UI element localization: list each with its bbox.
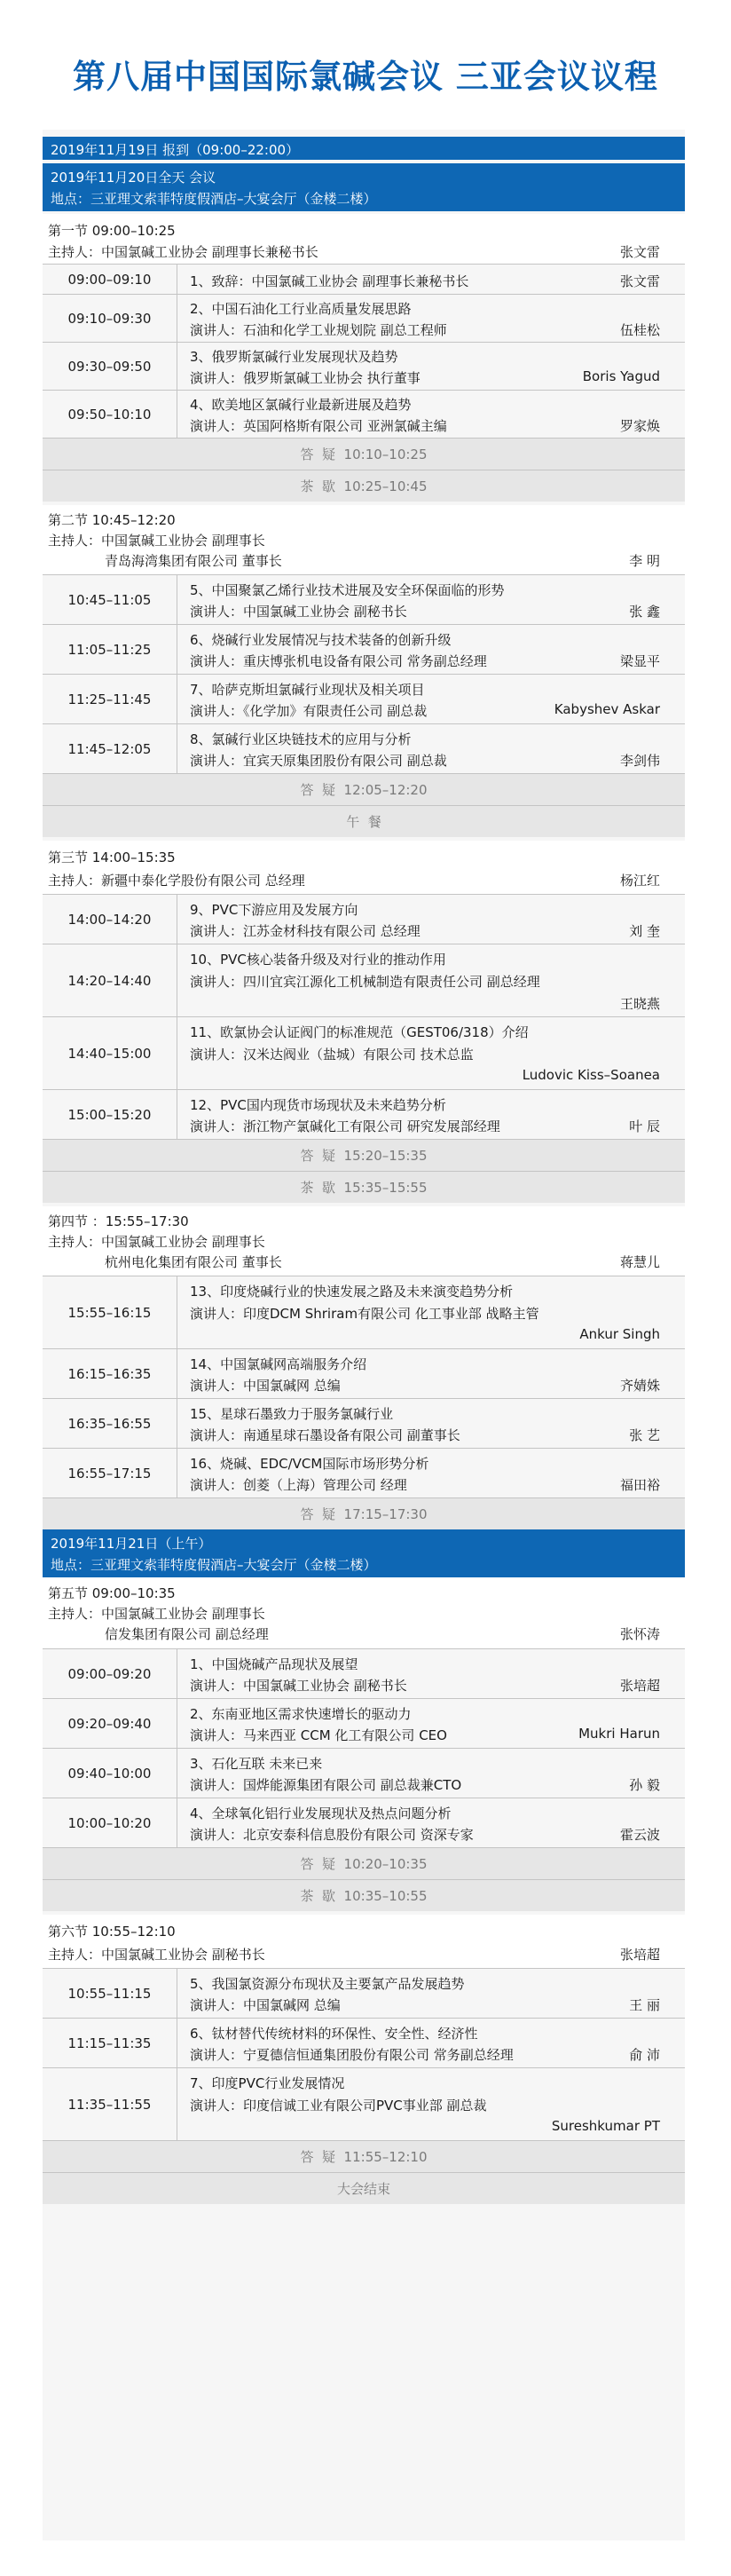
speaker-name: 伍桂松 [619, 322, 660, 338]
time-cell: 10:45–11:05 [43, 575, 177, 624]
time-cell: 15:55–16:15 [43, 1276, 177, 1348]
host-label-2: 杭州电化集团有限公司 董事长 [105, 1254, 282, 1270]
agenda-row [43, 674, 685, 723]
day2-header [43, 163, 685, 211]
qa-row: 答 疑 10:10–10:25 [43, 438, 685, 470]
section-header [43, 1206, 685, 1276]
talk-title: 8、氯碱行业区块链技术的应用与分析 [190, 731, 412, 747]
host-label: 主持人：中国氯碱工业协会 副秘书长 [48, 1947, 265, 1963]
agenda-row [43, 390, 685, 438]
section-header [43, 841, 685, 894]
time-cell: 09:00–09:20 [43, 1649, 177, 1698]
agenda-row [43, 342, 685, 390]
day2-date: 2019年11月20日全天 会议 [51, 170, 216, 186]
host-name: 张培超 [619, 1947, 660, 1963]
time-cell: 11:45–12:05 [43, 724, 177, 773]
agenda-row [43, 1089, 685, 1139]
talk-title: 4、全球氧化铝行业发展现状及热点问题分析 [190, 1806, 452, 1821]
agenda-row [43, 2018, 685, 2067]
speaker-name: 张 鑫 [629, 604, 660, 620]
break-row: 茶 歇 10:25–10:45 [43, 470, 685, 502]
speaker-org: 演讲人：《化学加》有限责任公司 副总裁 [190, 703, 428, 719]
time-cell: 16:15–16:35 [43, 1349, 177, 1398]
speaker-org: 演讲人：俄罗斯氯碱工业协会 执行董事 [190, 370, 421, 386]
end-row: 大会结束 [43, 2172, 685, 2204]
break-row: 茶 歇 10:35–10:55 [43, 1879, 685, 1911]
talk-title: 7、印度PVC行业发展情况 [190, 2075, 345, 2091]
speaker-org: 演讲人：石油和化学工业规划院 副总工程师 [190, 322, 447, 338]
section-title: 第四节 ：15:55–17:30 [48, 1213, 189, 1229]
section-header [43, 214, 685, 264]
speaker-name: 刘 奎 [629, 923, 660, 939]
host-label-2: 信发集团有限公司 副总经理 [105, 1626, 269, 1642]
speaker-org: 演讲人：江苏金材科技有限公司 总经理 [190, 923, 421, 939]
agenda-row [43, 264, 685, 294]
talk-title: 7、哈萨克斯坦氯碱行业现状及相关项目 [190, 682, 425, 698]
agenda-row [43, 1276, 685, 1348]
agenda-row [43, 944, 685, 1016]
speaker-org: 演讲人：中国氯碱网 总编 [190, 1378, 341, 1394]
time-cell: 10:00–10:20 [43, 1798, 177, 1847]
speaker-name: 齐婧姝 [619, 1378, 660, 1394]
speaker-org: 演讲人：马来西亚 CCM 化工有限公司 CEO [190, 1727, 447, 1743]
agenda-row [43, 1968, 685, 2018]
host-label: 主持人：中国氯碱工业协会 副理事长 [48, 1606, 265, 1622]
talk-title: 10、PVC核心装备升级及对行业的推动作用 [190, 952, 446, 968]
talk-title: 3、俄罗斯氯碱行业发展现状及趋势 [190, 349, 398, 365]
host-label: 主持人：中国氯碱工业协会 副理事长 [48, 1234, 265, 1250]
day2-location: 地点：三亚理文索菲特度假酒店–大宴会厅（金楼二楼） [51, 191, 377, 207]
speaker-name: 张 艺 [629, 1427, 660, 1443]
break-row: 茶 歇 15:35–15:55 [43, 1171, 685, 1203]
agenda-row [43, 1016, 685, 1089]
host-name: 李 明 [629, 553, 660, 569]
section-title: 第三节 14:00–15:35 [48, 849, 176, 865]
speaker-org: 演讲人：中国氯碱网 总编 [190, 1997, 341, 2013]
qa-row: 答 疑 11:55–12:10 [43, 2140, 685, 2172]
speaker-name: 王晓燕 [619, 996, 660, 1012]
talk-title: 15、星球石墨致力于服务氯碱行业 [190, 1406, 394, 1422]
time-cell: 10:55–11:15 [43, 1969, 177, 2018]
host-label: 主持人：中国氯碱工业协会 副理事长兼秘书长 [48, 244, 318, 260]
host-name: 蒋慧儿 [619, 1254, 660, 1270]
section-header [43, 505, 685, 574]
talk-title: 6、烧碱行业发展情况与技术装备的创新升级 [190, 632, 452, 648]
talk-title: 1、致辞：中国氯碱工业协会 副理事长兼秘书长 [190, 273, 469, 289]
section-header [43, 1915, 685, 1968]
speaker-name: 叶 辰 [629, 1118, 660, 1134]
time-cell: 09:20–09:40 [43, 1699, 177, 1748]
talk-title: 5、我国氯资源分布现状及主要氯产品发展趋势 [190, 1976, 465, 1992]
agenda-row [43, 294, 685, 342]
day1-date: 2019年11月19日 报到（09:00–22:00） [51, 142, 300, 158]
host-name: 张文雷 [619, 244, 660, 260]
qa-row: 答 疑 10:20–10:35 [43, 1847, 685, 1879]
talk-title: 11、欧氯协会认证阀门的标准规范（GEST06/318）介绍 [190, 1024, 529, 1040]
speaker-name: 福田裕 [619, 1477, 660, 1493]
qa-row: 答 疑 15:20–15:35 [43, 1139, 685, 1171]
speaker-name: 梁显平 [619, 653, 660, 669]
day3-date: 2019年11月21日（上午） [51, 1536, 212, 1552]
talk-title: 14、中国氯碱网高端服务介绍 [190, 1356, 367, 1372]
time-cell: 14:40–15:00 [43, 1017, 177, 1089]
talk-title: 16、烧碱、EDC/VCM国际市场形势分析 [190, 1456, 429, 1472]
speaker-name: Sureshkumar PT [551, 2118, 660, 2134]
page-title: 第八届中国国际氯碱会议 三亚会议议程 [73, 58, 658, 96]
agenda-row [43, 894, 685, 944]
speaker-name: Kabyshev Askar [554, 701, 660, 717]
host-label: 主持人：中国氯碱工业协会 副理事长 [48, 533, 265, 549]
talk-title: 1、中国烧碱产品现状及展望 [190, 1656, 358, 1672]
qa-row: 答 疑 17:15–17:30 [43, 1497, 685, 1529]
host-label-2: 青岛海湾集团有限公司 董事长 [105, 553, 282, 569]
speaker-org: 演讲人：重庆博张机电设备有限公司 常务副总经理 [190, 653, 487, 669]
time-cell: 16:55–17:15 [43, 1449, 177, 1497]
talk-title: 4、欧美地区氯碱行业最新进展及趋势 [190, 397, 412, 413]
agenda-row [43, 1748, 685, 1798]
agenda-row [43, 723, 685, 773]
speaker-org: 演讲人：四川宜宾江源化工机械制造有限责任公司 副总经理 [190, 974, 540, 990]
agenda-row [43, 574, 685, 624]
section-header [43, 1577, 685, 1648]
talk-title: 9、PVC下游应用及发展方向 [190, 902, 358, 918]
speaker-org: 演讲人：汉米达阀业（盐城）有限公司 技术总监 [190, 1047, 474, 1063]
time-cell: 14:00–14:20 [43, 895, 177, 944]
time-cell: 11:05–11:25 [43, 625, 177, 674]
agenda-row [43, 1448, 685, 1497]
time-cell: 11:15–11:35 [43, 2019, 177, 2067]
agenda-row [43, 1398, 685, 1448]
speaker-name: 孙 毅 [629, 1777, 660, 1793]
lunch-row: 午 餐 [43, 805, 685, 837]
time-cell: 09:00–09:10 [43, 265, 177, 294]
speaker-org: 演讲人：中国氯碱工业协会 副秘书长 [190, 604, 407, 620]
speaker-name: 霍云波 [619, 1827, 660, 1843]
speaker-org: 演讲人：宁夏德信恒通集团股份有限公司 常务副总经理 [190, 2047, 514, 2063]
host-label: 主持人：新疆中泰化学股份有限公司 总经理 [48, 873, 305, 889]
time-cell: 09:40–10:00 [43, 1749, 177, 1798]
speaker-org: 演讲人：宜宾天原集团股份有限公司 副总裁 [190, 753, 447, 769]
talk-title: 2、东南亚地区需求快速增长的驱动力 [190, 1706, 412, 1722]
speaker-org: 演讲人：北京安泰科信息股份有限公司 资深专家 [190, 1827, 474, 1843]
time-cell: 11:25–11:45 [43, 675, 177, 723]
speaker-name: 张培超 [619, 1678, 660, 1694]
host-name: 杨江红 [619, 873, 660, 889]
speaker-name: 张文雷 [619, 273, 660, 289]
time-cell: 15:00–15:20 [43, 1090, 177, 1139]
agenda-row [43, 1798, 685, 1847]
speaker-org: 演讲人：印度DCM Shriram有限公司 化工事业部 战略主管 [190, 1306, 539, 1322]
talk-title: 6、钛材替代传统材料的环保性、安全性、经济性 [190, 2026, 478, 2042]
time-cell: 11:35–11:55 [43, 2068, 177, 2140]
speaker-org: 演讲人：英国阿格斯有限公司 亚洲氯碱主编 [190, 418, 447, 434]
agenda-row [43, 1348, 685, 1398]
section-title: 第五节 09:00–10:35 [48, 1585, 176, 1601]
speaker-name: Mukri Harun [578, 1726, 660, 1742]
day1-header [43, 137, 685, 160]
speaker-name: Ludovic Kiss–Soanea [522, 1067, 660, 1083]
talk-title: 5、中国聚氯乙烯行业技术进展及安全环保面临的形势 [190, 582, 505, 598]
agenda-table [43, 130, 685, 2540]
agenda-row [43, 1698, 685, 1748]
speaker-org: 演讲人：中国氯碱工业协会 副秘书长 [190, 1678, 407, 1694]
speaker-org: 演讲人：南通星球石墨设备有限公司 副董事长 [190, 1427, 460, 1443]
speaker-org: 演讲人：印度信诚工业有限公司PVC事业部 副总裁 [190, 2098, 487, 2114]
speaker-name: Ankur Singh [579, 1326, 660, 1342]
talk-title: 13、印度烧碱行业的快速发展之路及未来演变趋势分析 [190, 1284, 514, 1300]
speaker-org: 演讲人：创菱（上海）管理公司 经理 [190, 1477, 407, 1493]
speaker-name: 李剑伟 [619, 753, 660, 769]
speaker-name: Boris Yagud [582, 368, 660, 384]
time-cell: 14:20–14:40 [43, 944, 177, 1016]
speaker-name: 王 丽 [629, 1997, 660, 2013]
time-cell: 09:30–09:50 [43, 343, 177, 390]
speaker-org: 演讲人：国烨能源集团有限公司 副总裁兼CTO [190, 1777, 462, 1793]
day3-location: 地点：三亚理文索菲特度假酒店–大宴会厅（金楼二楼） [51, 1557, 377, 1573]
agenda-row [43, 1648, 685, 1698]
speaker-org: 演讲人：浙江物产氯碱化工有限公司 研究发展部经理 [190, 1118, 500, 1134]
time-cell: 09:50–10:10 [43, 391, 177, 438]
speaker-name: 罗家焕 [619, 418, 660, 434]
day3-header [43, 1529, 685, 1577]
agenda-row [43, 624, 685, 674]
section-title: 第六节 10:55–12:10 [48, 1924, 176, 1940]
talk-title: 3、石化互联 未来已来 [190, 1756, 323, 1772]
time-cell: 09:10–09:30 [43, 295, 177, 342]
time-cell: 16:35–16:55 [43, 1399, 177, 1448]
section-title: 第一节 09:00–10:25 [48, 223, 176, 239]
host-name: 张怀涛 [619, 1626, 660, 1642]
qa-row: 答 疑 12:05–12:20 [43, 773, 685, 805]
talk-title: 12、PVC国内现货市场现状及未来趋势分析 [190, 1097, 446, 1113]
speaker-name: 俞 沛 [629, 2047, 660, 2063]
talk-title: 2、中国石油化工行业高质量发展思路 [190, 301, 412, 317]
section-title: 第二节 10:45–12:20 [48, 512, 176, 528]
agenda-row [43, 2067, 685, 2140]
